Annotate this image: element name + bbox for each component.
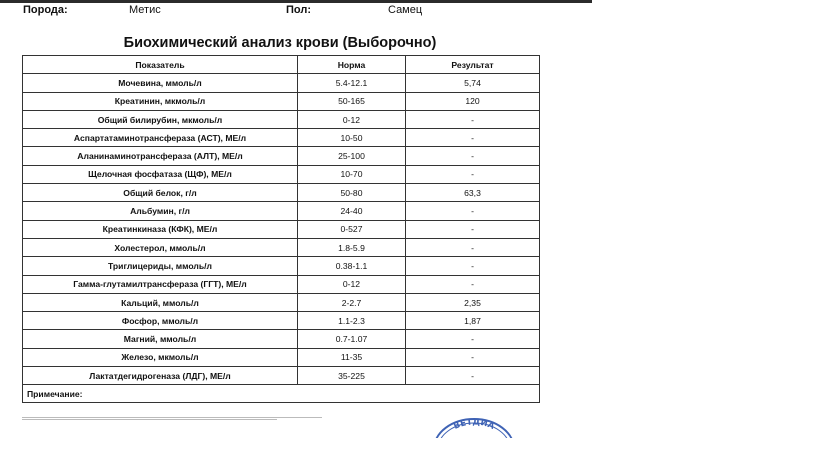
norm-cell: 25-100 <box>298 147 406 165</box>
breed-label: Порода: <box>23 4 68 16</box>
result-cell: 120 <box>406 92 540 110</box>
norm-cell: 10-50 <box>298 129 406 147</box>
sex-value: Самец <box>388 4 423 16</box>
result-cell: - <box>406 257 540 275</box>
sex-label: Пол: <box>286 4 312 16</box>
indicator-cell: Гамма-глутамилтрансфераза (ГГТ), МЕ/л <box>23 275 298 293</box>
table-row <box>23 238 540 256</box>
indicator-cell: Холестерол, ммоль/л <box>23 238 298 256</box>
result-cell: - <box>406 330 540 348</box>
result-cell: - <box>406 129 540 147</box>
table-row <box>23 110 540 128</box>
indicator-cell: Креатинкиназа (КФК), МЕ/л <box>23 220 298 238</box>
norm-cell: 5.4-12.1 <box>298 74 406 92</box>
footnote-fine-print <box>22 416 322 420</box>
norm-cell: 0-12 <box>298 275 406 293</box>
result-cell: - <box>406 202 540 220</box>
norm-cell: 2-2.7 <box>298 293 406 311</box>
indicator-cell: Кальций, ммоль/л <box>23 293 298 311</box>
indicator-cell: Мочевина, ммоль/л <box>23 74 298 92</box>
result-cell: - <box>406 220 540 238</box>
table-row <box>23 202 540 220</box>
indicator-cell: Аланинаминотрансфераза (АЛТ), МЕ/л <box>23 147 298 165</box>
clinic-stamp <box>432 416 516 438</box>
note-label: Примечание: <box>23 385 540 403</box>
result-cell: 1,87 <box>406 312 540 330</box>
result-cell: 63,3 <box>406 184 540 202</box>
norm-cell: 50-165 <box>298 92 406 110</box>
result-cell: - <box>406 238 540 256</box>
norm-cell: 1.8-5.9 <box>298 238 406 256</box>
note-row <box>23 385 540 403</box>
norm-cell: 24-40 <box>298 202 406 220</box>
indicator-cell: Железо, мкмоль/л <box>23 348 298 366</box>
column-header-norm: Норма <box>298 56 406 74</box>
table-row <box>23 92 540 110</box>
norm-cell: 0.7-1.07 <box>298 330 406 348</box>
result-cell: - <box>406 275 540 293</box>
indicator-cell: Общий билирубин, мкмоль/л <box>23 110 298 128</box>
column-header-result: Результат <box>406 56 540 74</box>
norm-cell: 0-12 <box>298 110 406 128</box>
norm-cell: 50-80 <box>298 184 406 202</box>
table-header-row <box>23 56 540 74</box>
indicator-cell: Щелочная фосфатаза (ЩФ), МЕ/л <box>23 165 298 183</box>
table-row <box>23 129 540 147</box>
indicator-cell: Альбумин, г/л <box>23 202 298 220</box>
table-row <box>23 330 540 348</box>
norm-cell: 0-527 <box>298 220 406 238</box>
result-cell: 5,74 <box>406 74 540 92</box>
table-row <box>23 348 540 366</box>
result-cell: - <box>406 165 540 183</box>
top-border-line <box>0 0 592 3</box>
result-cell: - <box>406 147 540 165</box>
norm-cell: 1.1-2.3 <box>298 312 406 330</box>
indicator-cell: Магний, ммоль/л <box>23 330 298 348</box>
indicator-cell: Лактатдегидрогеназа (ЛДГ), МЕ/л <box>23 367 298 385</box>
table-row <box>23 165 540 183</box>
norm-cell: 11-35 <box>298 348 406 366</box>
norm-cell: 0.38-1.1 <box>298 257 406 275</box>
column-header-indicator: Показатель <box>23 56 298 74</box>
svg-text:ВЕТДИА: ВЕТДИА <box>452 417 496 432</box>
norm-cell: 10-70 <box>298 165 406 183</box>
result-cell: 2,35 <box>406 293 540 311</box>
table-row <box>23 220 540 238</box>
indicator-cell: Креатинин, мкмоль/л <box>23 92 298 110</box>
table-row <box>23 367 540 385</box>
result-cell: - <box>406 348 540 366</box>
table-row <box>23 257 540 275</box>
breed-value: Метис <box>129 4 161 16</box>
table-row <box>23 293 540 311</box>
results-table <box>22 55 540 403</box>
indicator-cell: Триглицериды, ммоль/л <box>23 257 298 275</box>
table-row <box>23 74 540 92</box>
indicator-cell: Аспартатаминотрансфераза (АСТ), МЕ/л <box>23 129 298 147</box>
table-row <box>23 147 540 165</box>
table-row <box>23 184 540 202</box>
result-cell: - <box>406 367 540 385</box>
result-cell: - <box>406 110 540 128</box>
indicator-cell: Фосфор, ммоль/л <box>23 312 298 330</box>
norm-cell: 35-225 <box>298 367 406 385</box>
indicator-cell: Общий белок, г/л <box>23 184 298 202</box>
document-title: Биохимический анализ крови (Выборочно) <box>123 35 437 51</box>
table-row <box>23 275 540 293</box>
table-row <box>23 312 540 330</box>
